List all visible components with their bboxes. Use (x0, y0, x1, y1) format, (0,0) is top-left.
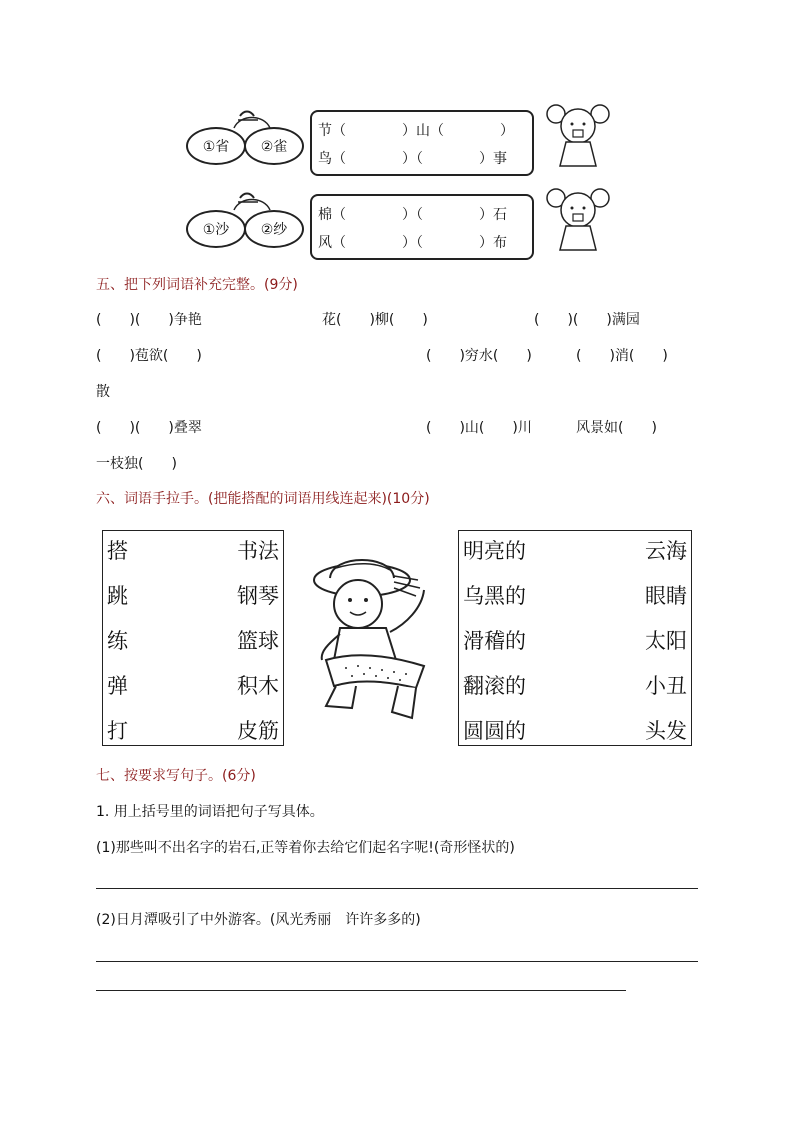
section-heading-6: 六、词语手拉手。(把能搭配的词语用线连起来)(10分) (96, 491, 430, 507)
question-1: 1. 用上括号里的词语把句子写具体。 (96, 804, 324, 820)
match-word: 头发 (645, 719, 687, 743)
fill-item: ( )消( ) (576, 348, 668, 364)
match-word: 太阳 (645, 629, 687, 653)
match-box-left (102, 530, 284, 746)
match-word: 眼睛 (645, 584, 687, 608)
fill-row: 节（ ）山（ ） (318, 123, 514, 139)
match-word: 练 (107, 629, 128, 653)
fill-row: 棉（ ）（ ）石 (318, 207, 507, 223)
match-word: 积木 (237, 674, 279, 698)
fill-item: 一枝独( ) (96, 456, 177, 472)
match-word: 乌黑的 (463, 584, 526, 608)
fill-item: 风景如( ) (576, 420, 657, 436)
answer-line (96, 888, 698, 889)
section-heading-7: 七、按要求写句子。(6分) (96, 768, 256, 784)
option-oval-1: ①省 (186, 127, 246, 165)
match-word: 翻滚的 (463, 674, 526, 698)
fill-box-2 (310, 194, 534, 260)
sub-question-2: (2)日月潭吸引了中外游客。(风光秀丽 许许多多的) (96, 912, 421, 928)
match-word: 搭 (107, 539, 128, 563)
fill-box-1 (310, 110, 534, 176)
fill-row: 鸟（ ）（ ）事 (318, 151, 507, 167)
sub-question-1: (1)那些叫不出名字的岩石,正等着你去给它们起名字呢!(奇形怪状的) (96, 840, 515, 856)
match-word: 跳 (107, 584, 128, 608)
match-word: 滑稽的 (463, 629, 526, 653)
fill-item: ( )( )满园 (534, 312, 640, 328)
option-oval-2: ②纱 (244, 210, 304, 248)
fill-item: ( )( )争艳 (96, 312, 202, 328)
option-oval-2: ②雀 (244, 127, 304, 165)
match-word: 小丑 (645, 674, 687, 698)
match-word: 云海 (645, 539, 687, 563)
fill-item: ( )山( )川 (426, 420, 532, 436)
match-word: 明亮的 (463, 539, 526, 563)
girl-illustration-icon (542, 100, 614, 172)
match-word: 圆圆的 (463, 719, 526, 743)
match-word: 钢琴 (237, 584, 279, 608)
doll-illustration-icon (306, 548, 436, 728)
fill-item: ( )苞欲( ) (96, 348, 202, 364)
fill-item: ( )( )叠翠 (96, 420, 202, 436)
fill-item: ( )穷水( ) (426, 348, 532, 364)
match-box-right (458, 530, 692, 746)
option-oval-1: ①沙 (186, 210, 246, 248)
fill-row: 风（ ）（ ）布 (318, 235, 507, 251)
match-word: 皮筋 (237, 719, 279, 743)
answer-line (96, 990, 626, 991)
section-heading-5: 五、把下列词语补充完整。(9分) (96, 277, 298, 293)
girl-illustration-icon (542, 184, 614, 256)
fill-item: 花( )柳( ) (322, 312, 428, 328)
match-word: 打 (107, 719, 128, 743)
fill-item: 散 (96, 384, 110, 400)
match-word: 书法 (237, 539, 279, 563)
match-word: 篮球 (237, 629, 279, 653)
match-word: 弹 (107, 674, 128, 698)
answer-line (96, 961, 698, 962)
